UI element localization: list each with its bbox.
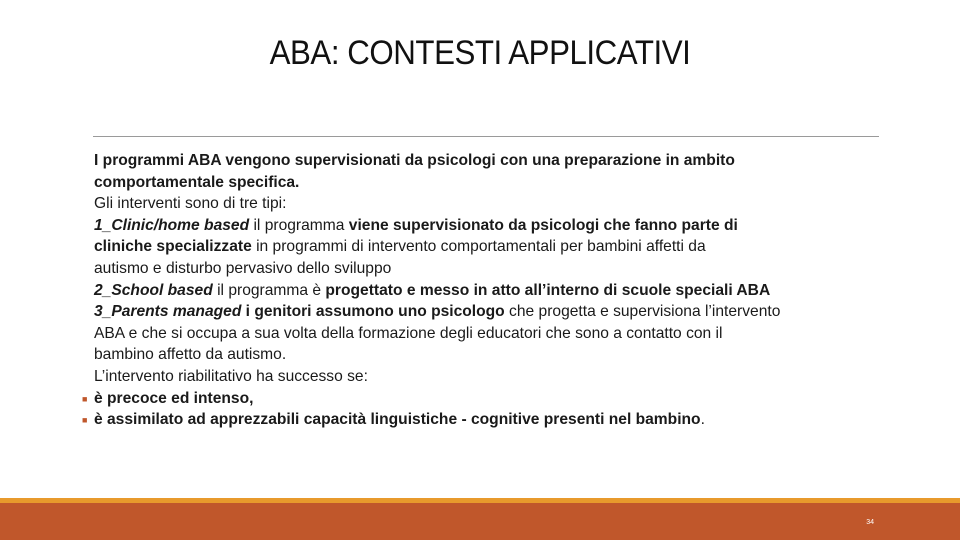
body-line (94, 215, 894, 237)
square-bullet-icon: ■ (82, 415, 88, 426)
type-school: 2_School based (94, 281, 213, 299)
type-parents: 3_Parents managed (94, 303, 242, 321)
body-line: bambino affetto da autismo. (94, 346, 287, 364)
body-line: ABA e che si occupa a sua volta della formazione degli educatori che sono a contatto con il (94, 324, 723, 342)
type-clinic-home: 1_Clinic/home based (94, 216, 250, 234)
body-text-bold: progettato e messo in atto all’interno di scuole speciali ABA (325, 281, 771, 299)
bullet-item (82, 388, 894, 410)
body-line: Gli interventi sono di tre tipi: (94, 195, 287, 213)
body-line: autismo e disturbo pervasivo dello sviluppo (94, 259, 392, 277)
slide-title: ABA: CONTESTI APPLICATIVI (269, 34, 691, 72)
body-text: il programma è (212, 281, 326, 299)
title-divider (93, 136, 879, 137)
body-text: il programma (249, 216, 349, 234)
footer-bar (0, 503, 960, 540)
bullet-text: è precoce ed intenso, (94, 389, 254, 407)
slide-body (82, 150, 894, 431)
body-line (94, 301, 894, 323)
bullet-text: è assimilato ad apprezzabili capacità linguistiche - cognitive presenti nel bambino (94, 411, 701, 429)
body-text-bold: cliniche specializzate (94, 238, 252, 256)
page-number: 34 (866, 519, 874, 526)
square-bullet-icon: ■ (82, 393, 88, 404)
body-line (94, 236, 894, 258)
body-line (94, 280, 894, 302)
bullet-item (82, 409, 894, 431)
body-text-bold: viene supervisionato da psicologi che fanno parte di (348, 216, 738, 234)
body-text: in programmi di intervento comportamentali per bambini affetti da (251, 238, 706, 256)
body-text-bold: i genitori assumono uno psicologo (241, 303, 505, 321)
body-text: che progetta e supervisiona l’intervento (504, 303, 781, 321)
body-line: comportamentale specifica. (94, 173, 300, 191)
bullet-text-end: . (700, 411, 705, 429)
body-line: I programmi ABA vengono supervisionati da psicologi con una preparazione in ambito (94, 152, 735, 169)
body-line: L’intervento riabilitativo ha successo se: (94, 367, 368, 385)
